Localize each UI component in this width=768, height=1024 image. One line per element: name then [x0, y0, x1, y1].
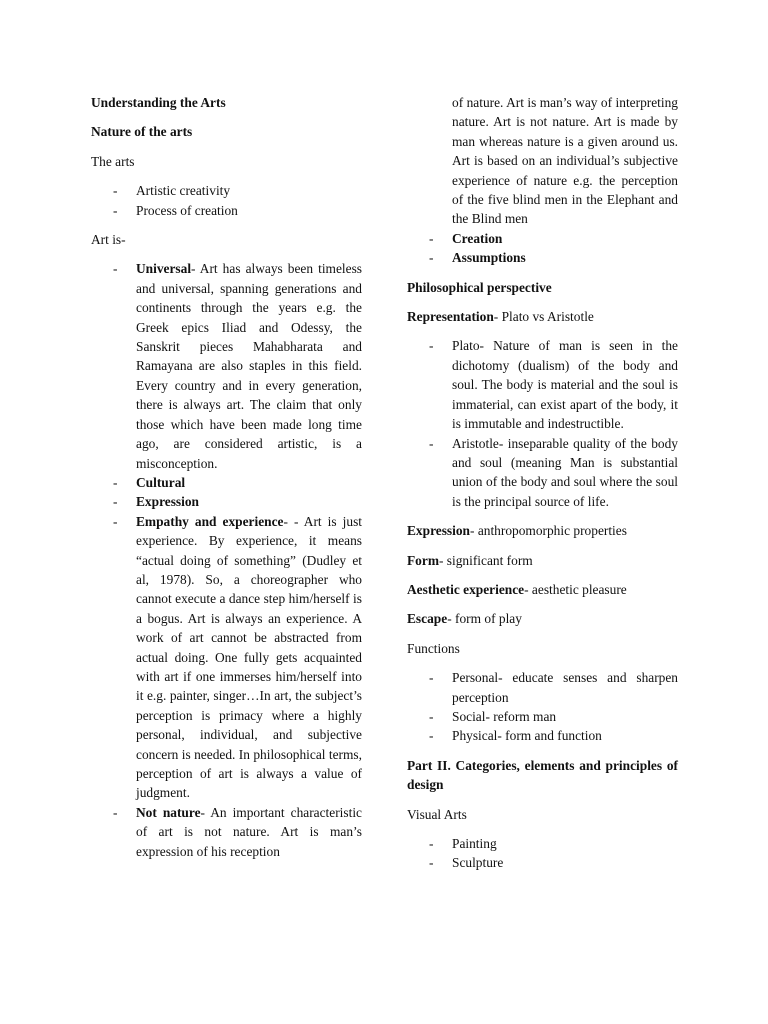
- not-nature-continuation: of nature. Art is man’s way of interpreting nature. Art is not nature. Art is made by man whereas nature is a given around us. Art is based on an individual’s subjective experience of nature e.g. the perception of the five blind men in the Elephant and the Blind men: [452, 95, 678, 227]
- representation-list: [407, 336, 678, 511]
- visual-arts-label: Visual Arts: [407, 806, 467, 822]
- list-item-plato: - Plato- Nature of man is seen in the dichotomy (dualism) of the body and soul. The body is material and the soul is immaterial, can exist apart of the body, it is immutable and indestructible.: [429, 338, 678, 432]
- list-item: - Personal- educate senses and sharpen perception: [429, 670, 678, 705]
- section-heading-philosophical: Philosophical perspective: [407, 279, 552, 295]
- list-item: - Sculpture: [429, 855, 504, 871]
- visual-arts-list: [407, 834, 678, 873]
- list-item-not-nature: - Not nature- An important characteristic of art is not nature. Art is man’s expression of his reception: [113, 804, 362, 859]
- left-column: [91, 93, 362, 861]
- list-item: - Process of creation: [113, 202, 238, 218]
- list-item-expression: - Expression: [113, 494, 200, 510]
- page-title: Understanding the Arts: [91, 95, 226, 110]
- section-heading-nature: Nature of the arts: [91, 124, 193, 140]
- list-item: - Artistic creativity: [113, 183, 231, 199]
- aesthetic-line: Aesthetic experience- aesthetic pleasure: [407, 581, 627, 597]
- form-line: Form- significant form: [407, 552, 533, 568]
- art-is-list: [91, 259, 362, 861]
- list-item: - Physical- form and function: [429, 728, 602, 744]
- representation-line: Representation- Plato vs Aristotle: [407, 309, 594, 325]
- functions-label: Functions: [407, 640, 460, 656]
- functions-list: [407, 668, 678, 746]
- list-item-creation: - Creation: [429, 230, 503, 246]
- the-arts-list: [91, 181, 362, 220]
- list-item-empathy: - Empathy and experience- - Art is just experience. By experience, it means “actual doing of something” (Dudley et al, 1978). So, a choreographer who cannot execute a dance step him/herself is a bogus. Art is always an experience. A work of art cannot be abstracted from actual doing. One fully gets acquainted with art if one immerses him/herself into it e.g. painter, singer…In art, the subject’s perception is primacy where a highly personal, individual, and subjective concern is needed. In philosophical terms, perception of art is always a value of judgment.: [113, 513, 363, 801]
- right-column: [407, 93, 678, 883]
- list-item-cultural: - Cultural: [113, 474, 186, 490]
- list-item-assumptions: - Assumptions: [429, 250, 526, 266]
- expression-line: Expression- anthropomorphic properties: [407, 523, 627, 539]
- art-is-label: Art is-: [91, 232, 126, 248]
- list-item-universal: - Universal- Art has always been timeless and universal, spanning generations and continents through the years e.g. the Greek epics Iliad and Odessy, the Sanskrit pieces Mahabharata and Ramayana are also staples in this field. Every country and in every generation, there is always art. The claim that only those which have been made long time ago, are considered artistic, is a misconception.: [113, 261, 362, 471]
- list-item: - Painting: [429, 836, 497, 851]
- escape-line: Escape- form of play: [407, 611, 522, 627]
- section-heading-part2: Part II. Categories, elements and principles of design: [407, 757, 678, 793]
- list-item-aristotle: - Aristotle- inseparable quality of the body and soul (meaning Man is substantial union of the body and soul where the soul is the principal source of life.: [429, 435, 678, 509]
- list-item: - Social- reform man: [429, 708, 557, 724]
- the-arts-label: The arts: [91, 153, 135, 169]
- creation-list: [407, 229, 678, 268]
